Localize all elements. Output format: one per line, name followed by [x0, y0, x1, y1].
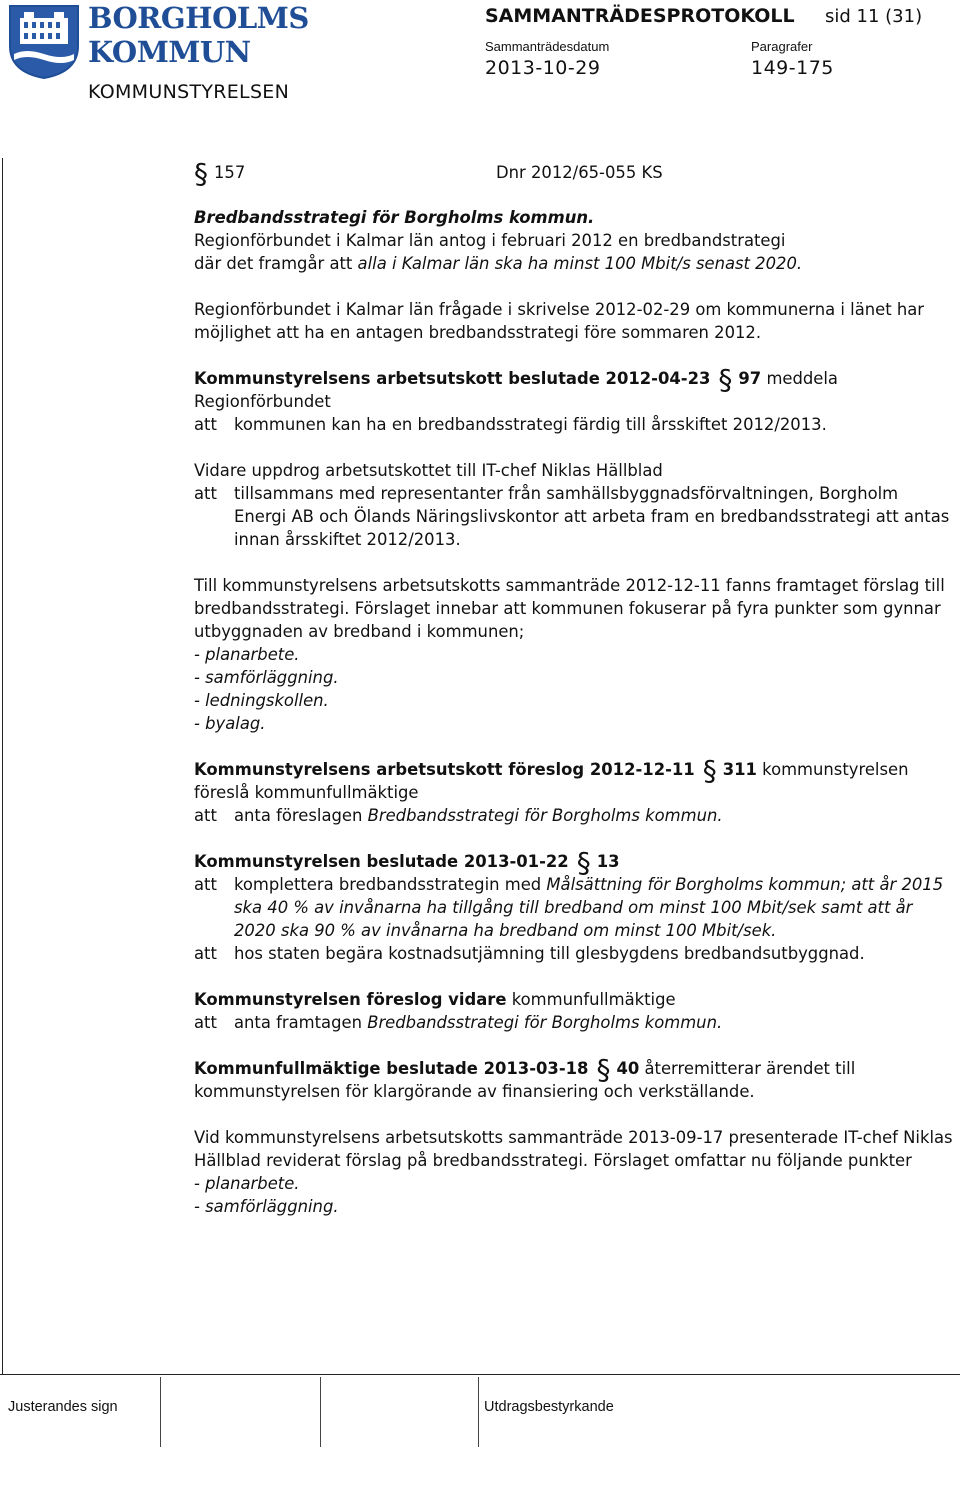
- paragraph-sign-icon: §: [194, 157, 208, 190]
- para-9: Kommunfullmäktige beslutade 2013-03-18 § 40 återremitterar ärendet till kommunstyrelsen för klargörande av finansiering och verkställande.: [194, 1053, 856, 1101]
- att-clause: att anta framtagen Bredbandsstrategi för Borgholms kommun.: [194, 1013, 723, 1032]
- signature-box-divider: [478, 1377, 479, 1447]
- para-2: Regionförbundet i Kalmar län frågade i skrivelse 2012-02-29 om kommunerna i länet har möjlighet att ha en antagen bredbandsstrategi före sommaren 2012.: [194, 300, 925, 342]
- para-5: Till kommunstyrelsens arbetsutskotts sammanträde 2012-12-11 fanns framtaget förslag till bredbandsstrategi. Förslaget innebar att kommunen fokuserar på fyra punkter som gynnar utbyggnaden av bredband i kommunen;: [194, 576, 945, 641]
- registry-number: Dnr 2012/65-055 KS: [496, 163, 663, 182]
- strategy-points-list: [194, 643, 954, 735]
- paragraph-sign-icon: §: [718, 363, 733, 396]
- att-clause: att anta föreslagen Bredbandsstrategi för Borgholms kommun.: [194, 806, 723, 825]
- list-item: - samförläggning.: [194, 668, 339, 687]
- date-label: Sammanträdesdatum: [485, 39, 610, 54]
- para-3: Kommunstyrelsens arbetsutskott beslutade 2012-04-23 § 97 meddela Regionförbundet: [194, 363, 838, 411]
- para-8: Kommunstyrelsen föreslog vidare kommunfullmäktige: [194, 990, 676, 1009]
- list-item: - planarbete.: [194, 645, 300, 664]
- list-item: - planarbete.: [194, 1174, 300, 1193]
- section-paragraph-number: § 157: [194, 157, 246, 190]
- list-item: - samförläggning.: [194, 1197, 339, 1216]
- paragraph-sign-icon: §: [702, 754, 717, 787]
- board-name: KOMMUNSTYRELSEN: [88, 81, 290, 103]
- att-clause: att kommunen kan ha en bredbandsstrategi färdig till årsskiftet 2012/2013.: [194, 415, 827, 434]
- left-margin-rule: [2, 158, 3, 1374]
- signature-box-divider: [320, 1377, 321, 1447]
- para-4: Vidare uppdrog arbetsutskottet till IT-chef Niklas Hällblad: [194, 461, 663, 480]
- document-title: SAMMANTRÄDESPROTOKOLL: [485, 5, 795, 27]
- para-7: Kommunstyrelsen beslutade 2013-01-22 § 13: [194, 846, 620, 879]
- section-title: Bredbandsstrategi för Borgholms kommun.: [194, 208, 595, 227]
- paragraphs-label: Paragrafer: [751, 39, 813, 54]
- brand-name-line2: KOMMUN: [88, 35, 251, 69]
- municipality-crest-logo: [6, 2, 82, 80]
- para-1: Regionförbundet i Kalmar län antog i februari 2012 en bredbandstrategi där det framgår att alla i Kalmar län ska ha minst 100 Mbit/s senast 2020.: [194, 231, 803, 273]
- att-clause: att hos staten begära kostnadsutjämning till glesbygdens bredbandsutbyggnad.: [194, 944, 865, 963]
- revised-points-list: [194, 1172, 954, 1218]
- att-clause: att tillsammans med representanter från samhällsbyggnadsförvaltningen, Borgholm Energi AB och Ölands Näringslivskontor att arbeta fram en bredbandsstrategi att antas innan årsskiftet 2012/2013.: [194, 484, 950, 549]
- para-10: Vid kommunstyrelsens arbetsutskotts sammanträde 2013-09-17 presenterade IT-chef Niklas Hällblad reviderat förslag på bredbandsstrategi. Förslaget omfattar nu följande punkter: [194, 1128, 953, 1170]
- paragraph-sign-icon: §: [596, 1053, 611, 1086]
- att-clause: att komplettera bredbandsstrategin med Målsättning för Borgholms kommun; att år 2015 ska 40 % av invånarna ha tillgång till bredband om minst 100 Mbit/sek samt att år 2020 ska 90 % av invånarna ha bredband om minst 100 Mbit/sek.: [194, 875, 944, 940]
- signature-label: Justerandes sign: [8, 1399, 118, 1415]
- protocol-body: [194, 157, 954, 1218]
- page-number: sid 11 (31): [825, 6, 923, 27]
- paragraph-sign-icon: §: [576, 846, 591, 879]
- brand-name-line1: BORGHOLMS: [88, 1, 309, 35]
- section-heading-row: [194, 157, 954, 190]
- list-item: - byalag.: [194, 714, 266, 733]
- date-value: 2013-10-29: [485, 57, 601, 79]
- para-6: Kommunstyrelsens arbetsutskott föreslog 2012-12-11 § 311 kommunstyrelsen föreslå kommunfullmäktige: [194, 754, 909, 802]
- footer-rule: [0, 1374, 960, 1375]
- signature-box-divider: [160, 1377, 161, 1447]
- list-item: - ledningskollen.: [194, 691, 329, 710]
- paragraphs-value: 149-175: [751, 57, 834, 79]
- excerpt-certification-label: Utdragsbestyrkande: [484, 1399, 614, 1415]
